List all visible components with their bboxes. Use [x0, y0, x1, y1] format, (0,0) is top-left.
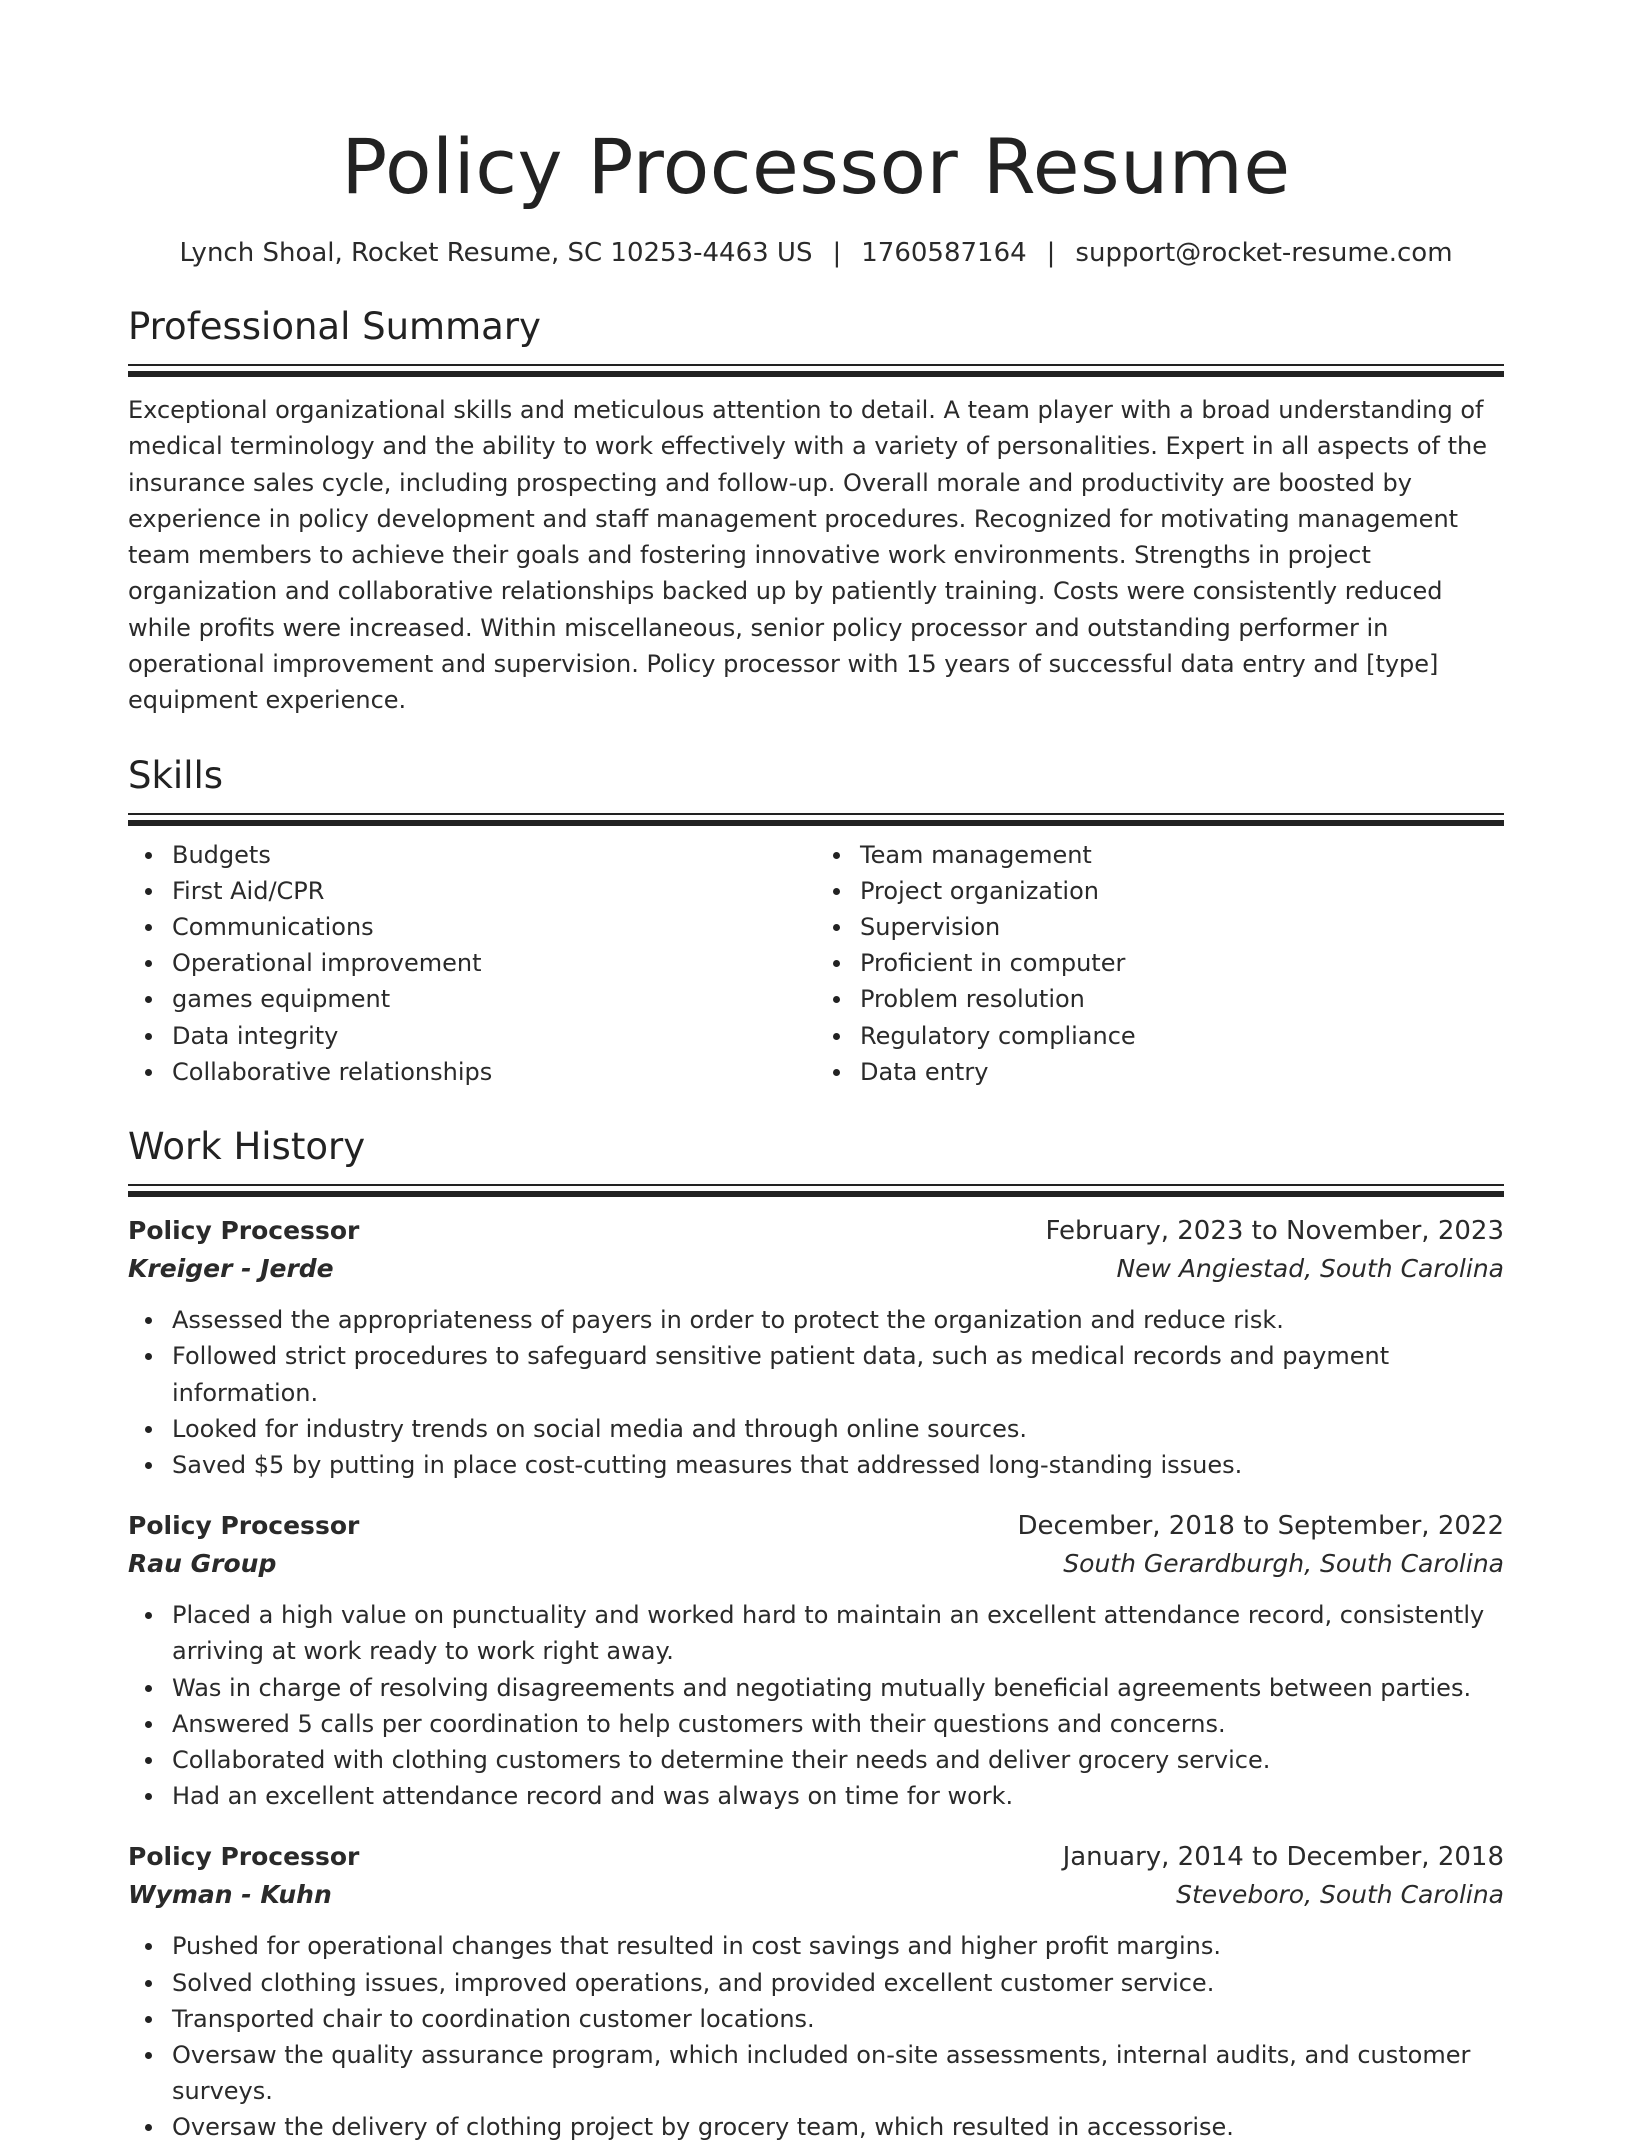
job-duty: Oversaw the quality assurance program, which included on-site assessments, internal audits, and customer surveys. — [172, 2037, 1504, 2109]
job-duty: Followed strict procedures to safeguard sensitive patient data, such as medical records and payment information. — [172, 1338, 1504, 1410]
job-duty: Saved $5 by putting in place cost-cutting measures that addressed long-standing issues. — [172, 1447, 1504, 1483]
job-title: Policy Processor — [128, 1511, 360, 1541]
skills-list-right — [816, 837, 1504, 1090]
job-duty: Was in charge of resolving disagreements and negotiating mutually beneficial agreements between parties. — [172, 1670, 1504, 1706]
contact-separator: | — [1046, 238, 1056, 268]
job-dates: February, 2023 to November, 2023 — [1045, 1216, 1504, 1247]
job-header-row — [128, 1507, 1504, 1545]
skill-item: Team management — [860, 837, 1504, 873]
section-heading: Professional Summary — [128, 305, 541, 348]
professional-summary-section — [128, 304, 1504, 719]
skill-item: Data integrity — [172, 1018, 816, 1054]
skill-item: Data entry — [860, 1054, 1504, 1090]
job-duty: Transported chair to coordination customer locations. — [172, 2001, 1504, 2037]
job-duty: Answered 5 calls per coordination to help customers with their questions and concerns. — [172, 1706, 1504, 1742]
job-company-row — [128, 1545, 1504, 1583]
job-header-row — [128, 1838, 1504, 1876]
section-heading: Work History — [128, 1125, 366, 1169]
job-entry — [128, 1507, 1504, 1814]
skills-grid — [128, 837, 1504, 1090]
job-location: Steveboro, South Carolina — [1176, 1880, 1504, 1910]
job-company: Wyman - Kuhn — [128, 1880, 332, 1910]
job-company-row — [128, 1876, 1504, 1914]
job-title: Policy Processor — [128, 1216, 360, 1246]
job-duty: Pushed for operational changes that resulted in cost savings and higher profit margins. — [172, 1928, 1504, 1964]
job-duties-list — [128, 1597, 1504, 1814]
skill-item: Budgets — [172, 837, 816, 873]
job-entry — [128, 1212, 1504, 1483]
job-duty: Assessed the appropriateness of payers in order to protect the organization and reduce risk. — [172, 1302, 1504, 1338]
job-duty: Had an excellent attendance record and was always on time for work. — [172, 1778, 1504, 1814]
job-location: New Angiestad, South Carolina — [1116, 1254, 1504, 1284]
skill-item: Proficient in computer — [860, 945, 1504, 981]
job-location: South Gerardburgh, South Carolina — [1063, 1549, 1504, 1579]
contact-separator: | — [832, 238, 842, 268]
job-duty: Solved clothing issues, improved operations, and provided excellent customer service. — [172, 1965, 1504, 2001]
page-title: Policy Processor Resume — [341, 122, 1291, 211]
job-company-row — [128, 1250, 1504, 1288]
section-divider — [128, 364, 1504, 378]
section-divider — [128, 813, 1504, 827]
job-company: Kreiger - Jerde — [128, 1254, 334, 1284]
skill-item: Supervision — [860, 909, 1504, 945]
contact-address: Lynch Shoal, Rocket Resume, SC 10253-4463 US — [179, 238, 813, 268]
skill-item: Project organization — [860, 873, 1504, 909]
job-entry — [128, 1838, 1504, 2145]
job-header-row — [128, 1212, 1504, 1250]
skill-item: Regulatory compliance — [860, 1018, 1504, 1054]
work-history-section — [128, 1124, 1504, 2145]
skills-section — [128, 753, 1504, 1090]
job-duty: Oversaw the delivery of clothing project by grocery team, which resulted in accessorise. — [172, 2109, 1504, 2145]
skill-item: games equipment — [172, 981, 816, 1017]
skills-list-left — [128, 837, 816, 1090]
job-dates: December, 2018 to September, 2022 — [1017, 1511, 1504, 1542]
contact-line — [128, 236, 1504, 270]
contact-email: support@rocket-resume.com — [1075, 238, 1453, 268]
skill-item: Collaborative relationships — [172, 1054, 816, 1090]
summary-text: Exceptional organizational skills and meticulous attention to detail. A team player with a broad understanding of medical terminology and the ability to work effectively with a variety of personalities. Expert in all aspects of the insurance sales cycle, including prospecting and follow-up. Overall morale and productivity are boosted by experience in policy development and staff management procedures. Recognized for motivating management team members to achieve their goals and fostering innovative work environments. Strengths in project organization and collaborative relationships backed up by patiently training. Costs were consistently reduced while profits were increased. Within miscellaneous, senior policy processor and outstanding performer in operational improvement and supervision. Policy processor with 15 years of successful data entry and [type] equipment experience. — [128, 396, 1488, 715]
job-duty: Placed a high value on punctuality and worked hard to maintain an excellent attendance record, consistently arriving at work ready to work right away. — [172, 1597, 1504, 1669]
job-dates: January, 2014 to December, 2018 — [1062, 1842, 1504, 1873]
job-duty: Looked for industry trends on social media and through online sources. — [172, 1411, 1504, 1447]
skill-item: Operational improvement — [172, 945, 816, 981]
skill-item: First Aid/CPR — [172, 873, 816, 909]
job-duties-list — [128, 1928, 1504, 2145]
contact-phone: 1760587164 — [861, 238, 1027, 268]
job-duty: Collaborated with clothing customers to determine their needs and deliver grocery service. — [172, 1742, 1504, 1778]
skill-item: Communications — [172, 909, 816, 945]
job-title: Policy Processor — [128, 1842, 360, 1872]
job-company: Rau Group — [128, 1549, 277, 1579]
job-duties-list — [128, 1302, 1504, 1483]
skill-item: Problem resolution — [860, 981, 1504, 1017]
section-divider — [128, 1184, 1504, 1198]
section-heading: Skills — [128, 753, 224, 797]
